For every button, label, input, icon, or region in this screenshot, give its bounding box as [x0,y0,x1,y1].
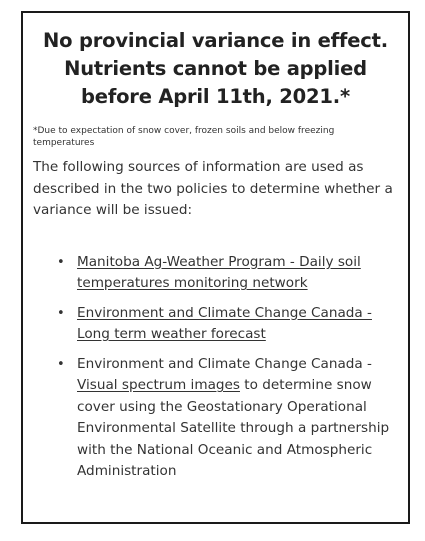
sources-list [33,252,398,483]
headline-line-3: before April 11th, 2021.* [81,85,350,108]
weather-forecast-link[interactable]: Environment and Climate Change Canada - Long term weather forecast [77,304,372,342]
source-item-weather-forecast [57,303,398,346]
headline-line-2: Nutrients cannot be applied [64,57,367,80]
soil-temperatures-link[interactable]: Manitoba Ag-Weather Program - Daily soil temperatures monitoring network [77,253,361,291]
source-item-visual-spectrum [57,354,398,483]
visual-spectrum-images-link[interactable]: Visual spectrum images [77,377,240,393]
bullet-icon: • [57,305,65,321]
headline-footnote: *Due to expectation of snow cover, frozen soils and below freezing temperatures [33,126,335,148]
source-item-soil-temperatures [57,252,398,295]
variance-headline [33,27,398,111]
sources-intro: The following sources of information are used as described in the two policies to determine whether a variance will be issued: [33,159,393,218]
headline-line-1: No provincial variance in effect. [43,29,388,52]
visual-spectrum-description: to determine snow cover using the Geostationary Operational Environmental Satellite through a partnership with the National Oceanic and Atmospheric Administration [77,377,390,479]
variance-notice-box [21,11,410,524]
bullet-icon: • [57,356,65,372]
visual-spectrum-prefix: Environment and Climate Change Canada - [77,355,372,372]
bullet-icon: • [57,254,65,270]
